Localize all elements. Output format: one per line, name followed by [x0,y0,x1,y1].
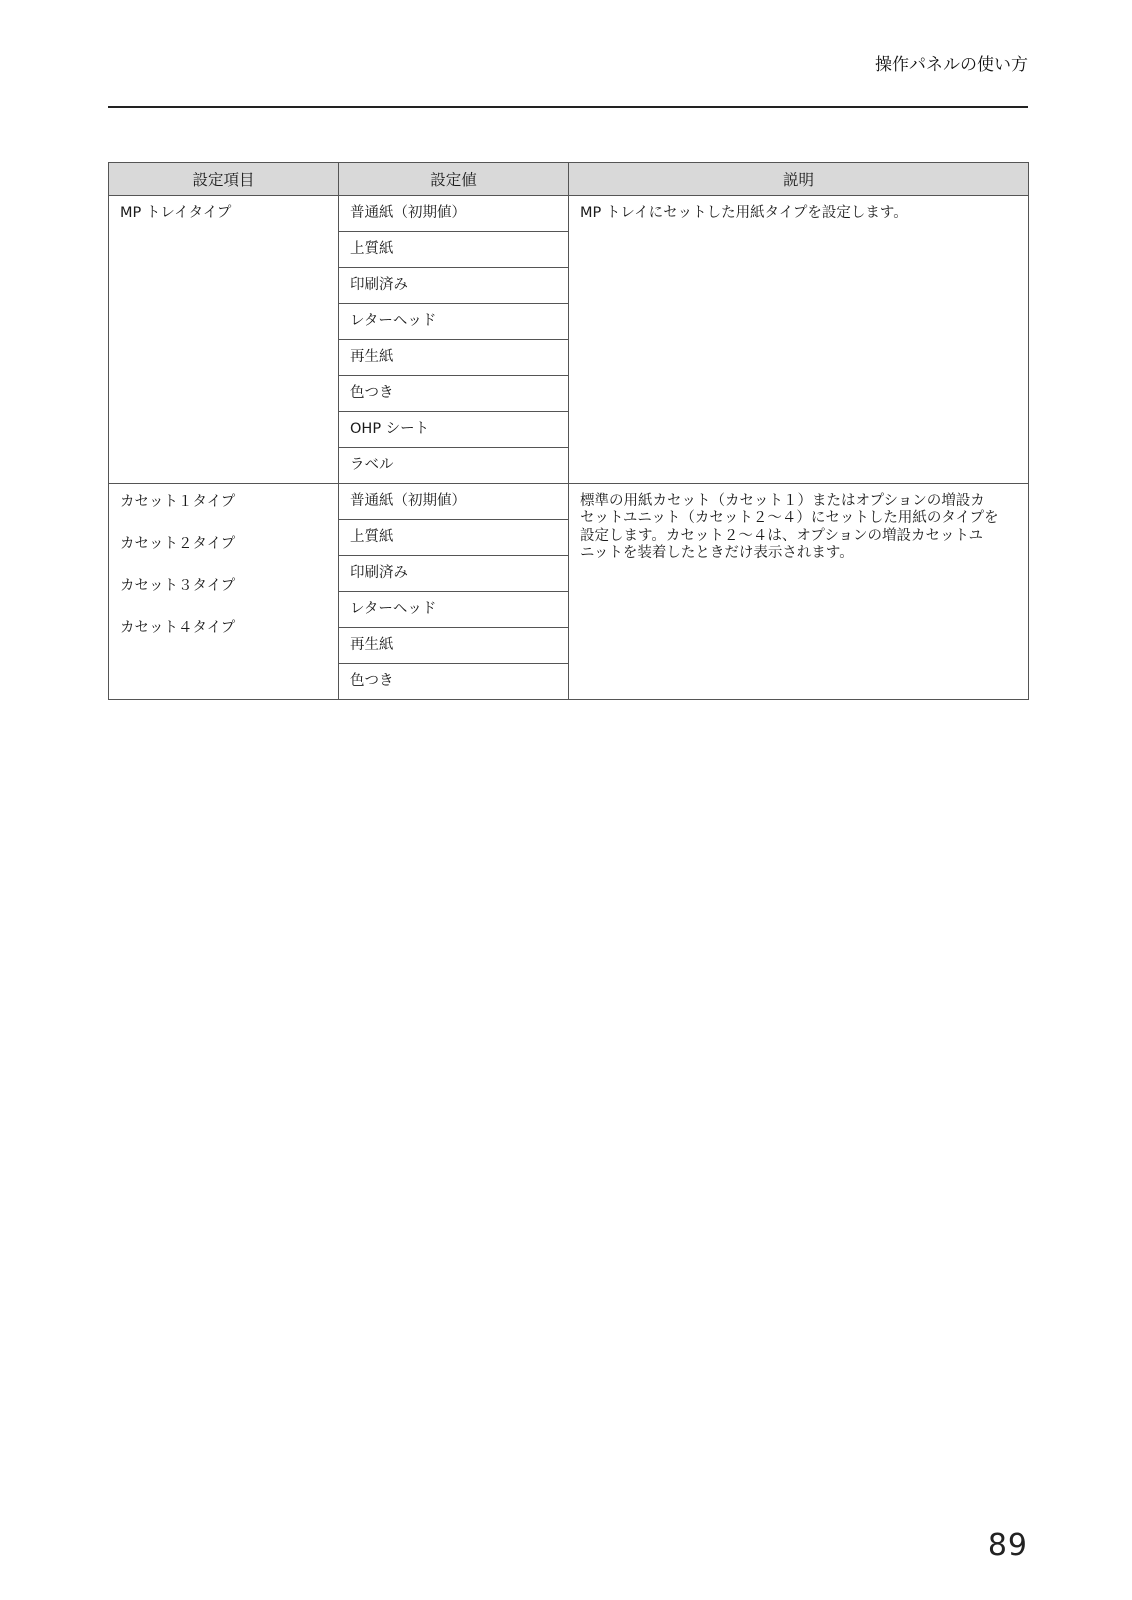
mp-description-cell: MP トレイにセットした用紙タイプを設定します。 [569,196,1029,484]
header-divider [108,106,1028,108]
mp-value-cell: 印刷済み [339,268,569,304]
description-line: セットユニット（カセット２～４）にセットした用紙のタイプを [580,510,999,527]
page-header-title: 操作パネルの使い方 [875,55,1028,75]
description-line: 設定します。カセット２～４は、オプションの増設カセットユ [580,527,983,544]
cassette-value-cell: 上質紙 [339,520,569,556]
cassette-value-cell: レターヘッド [339,592,569,628]
cassette-item: カセット１タイプ [120,494,236,510]
description-line: 標準の用紙カセット（カセット１）またはオプションの増設カ [580,493,985,509]
table-row [109,484,1029,520]
mp-value-cell: 色つき [339,376,569,412]
table-row [109,196,1029,232]
column-header-setting-item: 設定項目 [109,163,339,196]
cassette-item: カセット４タイプ [120,620,236,636]
cassette-value-cell: 印刷済み [339,556,569,592]
settings-table [108,162,1029,700]
mp-value-cell: OHP シート [339,412,569,448]
cassette-items-cell [109,484,339,700]
column-header-setting-value: 設定値 [339,163,569,196]
cassette-item-list [120,493,327,637]
cassette-value-cell: 色つき [339,664,569,700]
cassette-value-cell: 再生紙 [339,628,569,664]
mp-value-cell: ラベル [339,448,569,484]
mp-value-cell: 再生紙 [339,340,569,376]
column-header-description: 説明 [569,163,1029,196]
page-number: 89 [987,1528,1028,1563]
cassette-value-cell: 普通紙（初期値） [339,484,569,520]
mp-tray-item-cell: MP トレイタイプ [109,196,339,484]
table-header-row [109,163,1029,196]
mp-value-cell: レターヘッド [339,304,569,340]
cassette-item: カセット３タイプ [120,578,236,594]
cassette-description-cell [569,484,1029,700]
description-line: ニットを装着したときだけ表示されます。 [580,545,854,562]
mp-value-cell: 上質紙 [339,232,569,268]
cassette-item: カセット２タイプ [120,536,236,552]
mp-value-cell: 普通紙（初期値） [339,196,569,232]
